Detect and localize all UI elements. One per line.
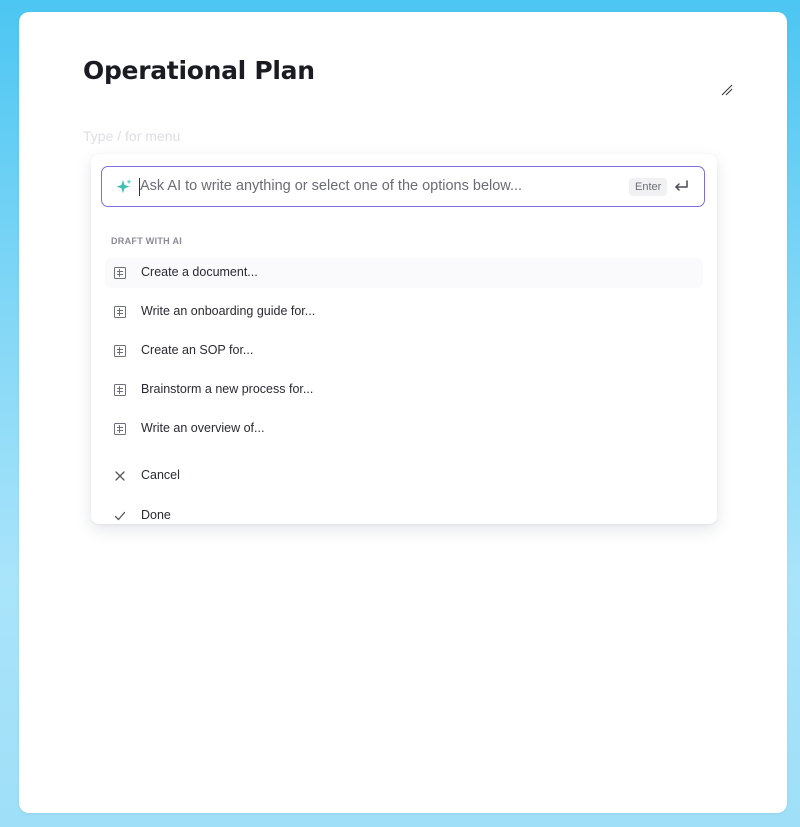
document-icon [113, 344, 127, 358]
document-card [19, 12, 787, 813]
menu-item-label: Write an onboarding guide for... [141, 304, 316, 318]
done-button[interactable] [105, 501, 703, 531]
menu-item-create-document[interactable] [105, 258, 703, 288]
ai-assistant-panel [91, 154, 717, 524]
section-label-draft-with-ai: DRAFT WITH AI [111, 236, 183, 246]
cancel-label: Cancel [141, 468, 180, 482]
done-label: Done [141, 508, 171, 522]
menu-item-label: Write an overview of... [141, 421, 265, 435]
menu-item-create-sop[interactable] [105, 336, 703, 366]
menu-item-label: Brainstorm a new process for... [141, 382, 314, 396]
page-title[interactable]: Operational Plan [83, 56, 315, 85]
resize-handle-icon[interactable] [719, 82, 733, 96]
menu-item-label: Create an SOP for... [141, 343, 254, 357]
document-icon [113, 383, 127, 397]
menu-item-label: Create a document... [141, 265, 258, 279]
menu-item-onboarding-guide[interactable] [105, 297, 703, 327]
ai-prompt-box[interactable] [101, 166, 705, 207]
cancel-button[interactable] [105, 461, 703, 491]
menu-item-brainstorm-process[interactable] [105, 375, 703, 405]
document-icon [113, 422, 127, 436]
document-icon [113, 305, 127, 319]
body-placeholder[interactable]: Type / for menu [83, 128, 181, 144]
check-icon [113, 509, 127, 523]
enter-return-icon[interactable] [672, 177, 690, 195]
menu-item-write-overview[interactable] [105, 414, 703, 444]
enter-hint-badge: Enter [629, 178, 667, 196]
ai-prompt-input[interactable] [140, 172, 620, 200]
sparkle-icon [115, 178, 133, 196]
close-icon [113, 469, 127, 483]
document-icon [113, 266, 127, 280]
